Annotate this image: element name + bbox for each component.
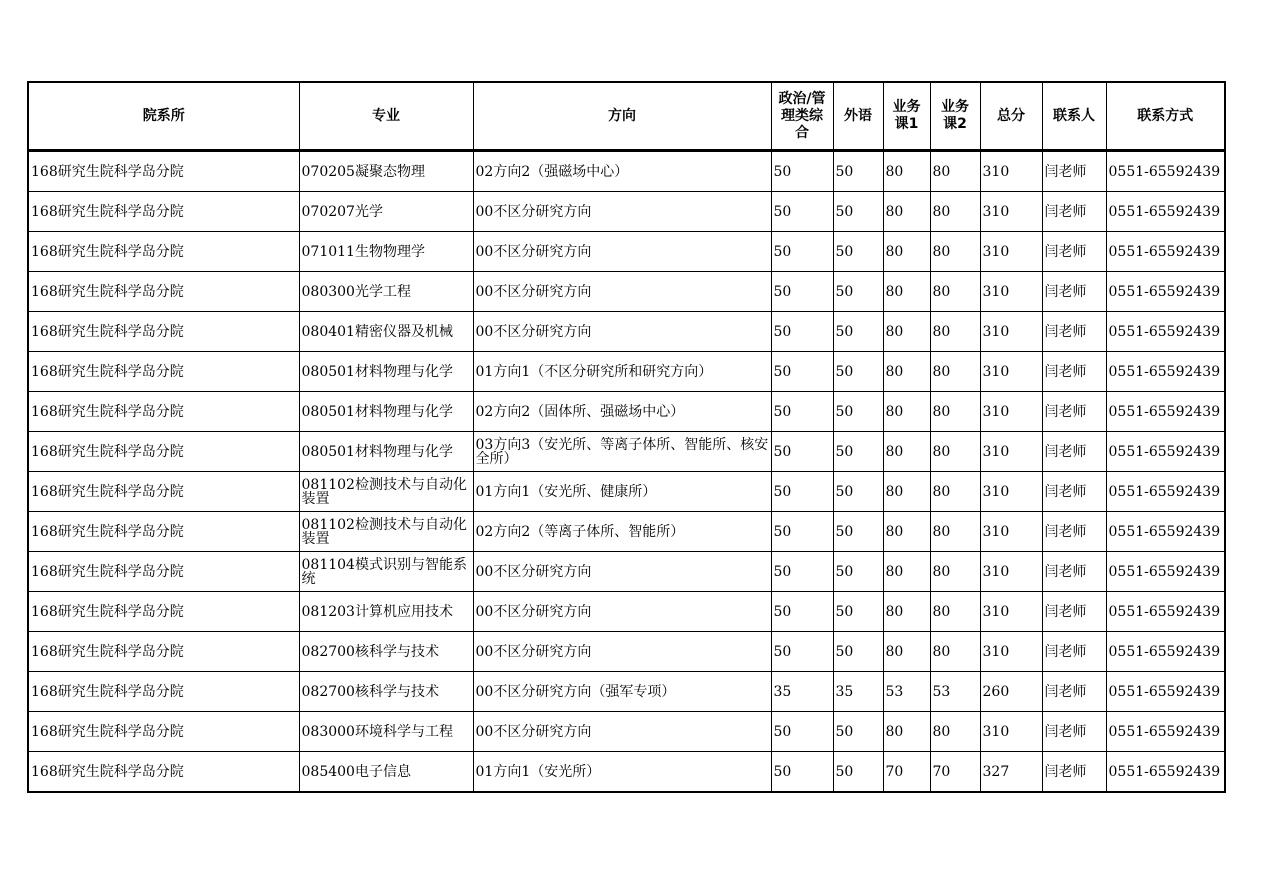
table-row [28,752,1225,793]
total-score-cell: 310 [980,432,1042,472]
politics-score-cell: 50 [771,472,833,512]
direction-cell: 01方向1（安光所） [473,752,771,793]
direction-cell: 00不区分研究方向 [473,312,771,352]
direction-cell: 00不区分研究方向 [473,712,771,752]
contact-person-cell: 闫老师 [1042,151,1106,192]
contact-person-cell: 闫老师 [1042,192,1106,232]
foreign-language-score-cell: 50 [833,232,883,272]
course2-score-cell: 80 [930,272,980,312]
foreign-language-score-cell: 50 [833,512,883,552]
header-politics: 政治/管理类综合 [771,82,833,151]
contact-person-cell: 闫老师 [1042,512,1106,552]
major-cell: 080501材料物理与化学 [299,432,473,472]
contact-info-cell: 0551-65592439 [1106,472,1225,512]
total-score-cell: 310 [980,151,1042,192]
total-score-cell: 310 [980,632,1042,672]
contact-person-cell: 闫老师 [1042,232,1106,272]
contact-person-cell: 闫老师 [1042,592,1106,632]
direction-cell: 00不区分研究方向 [473,552,771,592]
politics-score-cell: 50 [771,632,833,672]
contact-info-cell: 0551-65592439 [1106,632,1225,672]
contact-info-cell: 0551-65592439 [1106,151,1225,192]
course1-score-cell: 80 [883,712,930,752]
contact-person-cell: 闫老师 [1042,712,1106,752]
direction-cell: 02方向2（等离子体所、智能所） [473,512,771,552]
politics-score-cell: 50 [771,592,833,632]
foreign-language-score-cell: 50 [833,432,883,472]
foreign-language-score-cell: 50 [833,352,883,392]
table-row [28,512,1225,552]
contact-person-cell: 闫老师 [1042,312,1106,352]
contact-person-cell: 闫老师 [1042,272,1106,312]
course1-score-cell: 70 [883,752,930,793]
direction-cell: 01方向1（安光所、健康所） [473,472,771,512]
politics-score-cell: 50 [771,232,833,272]
header-course2: 业务课2 [930,82,980,151]
major-cell: 083000环境科学与工程 [299,712,473,752]
course1-score-cell: 53 [883,672,930,712]
contact-person-cell: 闫老师 [1042,392,1106,432]
course1-score-cell: 80 [883,272,930,312]
course1-score-cell: 80 [883,352,930,392]
table-row [28,392,1225,432]
department-cell: 168研究生院科学岛分院 [28,472,299,512]
course2-score-cell: 53 [930,672,980,712]
course1-score-cell: 80 [883,151,930,192]
politics-score-cell: 50 [771,272,833,312]
course2-score-cell: 70 [930,752,980,793]
contact-info-cell: 0551-65592439 [1106,272,1225,312]
contact-info-cell: 0551-65592439 [1106,312,1225,352]
table-row [28,352,1225,392]
politics-score-cell: 50 [771,352,833,392]
contact-info-cell: 0551-65592439 [1106,672,1225,712]
contact-person-cell: 闫老师 [1042,672,1106,712]
total-score-cell: 310 [980,192,1042,232]
major-cell: 082700核科学与技术 [299,672,473,712]
course1-score-cell: 80 [883,592,930,632]
table-row [28,151,1225,192]
contact-info-cell: 0551-65592439 [1106,352,1225,392]
department-cell: 168研究生院科学岛分院 [28,592,299,632]
foreign-language-score-cell: 50 [833,592,883,632]
contact-info-cell: 0551-65592439 [1106,712,1225,752]
foreign-language-score-cell: 50 [833,151,883,192]
course1-score-cell: 80 [883,232,930,272]
course1-score-cell: 80 [883,512,930,552]
total-score-cell: 310 [980,552,1042,592]
course2-score-cell: 80 [930,632,980,672]
politics-score-cell: 50 [771,512,833,552]
foreign-language-score-cell: 50 [833,712,883,752]
foreign-language-score-cell: 50 [833,472,883,512]
politics-score-cell: 50 [771,151,833,192]
department-cell: 168研究生院科学岛分院 [28,712,299,752]
department-cell: 168研究生院科学岛分院 [28,552,299,592]
table-row [28,192,1225,232]
table-row [28,432,1225,472]
total-score-cell: 310 [980,352,1042,392]
major-cell: 081203计算机应用技术 [299,592,473,632]
major-cell: 081102检测技术与自动化装置 [299,472,473,512]
course1-score-cell: 80 [883,632,930,672]
contact-person-cell: 闫老师 [1042,632,1106,672]
contact-info-cell: 0551-65592439 [1106,592,1225,632]
contact-person-cell: 闫老师 [1042,472,1106,512]
major-cell: 082700核科学与技术 [299,632,473,672]
table-row [28,472,1225,512]
major-cell: 070205凝聚态物理 [299,151,473,192]
course2-score-cell: 80 [930,232,980,272]
direction-cell: 00不区分研究方向 [473,272,771,312]
contact-info-cell: 0551-65592439 [1106,232,1225,272]
foreign-language-score-cell: 50 [833,272,883,312]
course2-score-cell: 80 [930,432,980,472]
table-row [28,312,1225,352]
foreign-language-score-cell: 50 [833,552,883,592]
politics-score-cell: 50 [771,392,833,432]
foreign-language-score-cell: 50 [833,392,883,432]
course1-score-cell: 80 [883,552,930,592]
politics-score-cell: 50 [771,752,833,793]
total-score-cell: 310 [980,232,1042,272]
department-cell: 168研究生院科学岛分院 [28,672,299,712]
major-cell: 080501材料物理与化学 [299,352,473,392]
contact-person-cell: 闫老师 [1042,752,1106,793]
contact-info-cell: 0551-65592439 [1106,192,1225,232]
foreign-language-score-cell: 35 [833,672,883,712]
department-cell: 168研究生院科学岛分院 [28,512,299,552]
politics-score-cell: 50 [771,712,833,752]
course2-score-cell: 80 [930,592,980,632]
course1-score-cell: 80 [883,472,930,512]
major-cell: 081102检测技术与自动化装置 [299,512,473,552]
total-score-cell: 310 [980,712,1042,752]
table-row [28,672,1225,712]
politics-score-cell: 50 [771,432,833,472]
course1-score-cell: 80 [883,192,930,232]
course2-score-cell: 80 [930,552,980,592]
course2-score-cell: 80 [930,151,980,192]
direction-cell: 03方向3（安光所、等离子体所、智能所、核安全所） [473,432,771,472]
department-cell: 168研究生院科学岛分院 [28,151,299,192]
header-total: 总分 [980,82,1042,151]
direction-cell: 02方向2（固体所、强磁场中心） [473,392,771,432]
department-cell: 168研究生院科学岛分院 [28,352,299,392]
department-cell: 168研究生院科学岛分院 [28,272,299,312]
course2-score-cell: 80 [930,352,980,392]
politics-score-cell: 50 [771,192,833,232]
course1-score-cell: 80 [883,312,930,352]
department-cell: 168研究生院科学岛分院 [28,632,299,672]
course2-score-cell: 80 [930,712,980,752]
direction-cell: 02方向2（强磁场中心） [473,151,771,192]
header-course1: 业务课1 [883,82,930,151]
politics-score-cell: 50 [771,552,833,592]
direction-cell: 00不区分研究方向（强军专项） [473,672,771,712]
major-cell: 080300光学工程 [299,272,473,312]
major-cell: 085400电子信息 [299,752,473,793]
header-direction: 方向 [473,82,771,151]
contact-person-cell: 闫老师 [1042,432,1106,472]
header-contact-person: 联系人 [1042,82,1106,151]
contact-person-cell: 闫老师 [1042,352,1106,392]
course2-score-cell: 80 [930,392,980,432]
header-major: 专业 [299,82,473,151]
major-cell: 071011生物物理学 [299,232,473,272]
direction-cell: 00不区分研究方向 [473,232,771,272]
course2-score-cell: 80 [930,472,980,512]
contact-info-cell: 0551-65592439 [1106,752,1225,793]
table-row [28,272,1225,312]
course2-score-cell: 80 [930,312,980,352]
header-row [28,82,1225,151]
major-cell: 081104模式识别与智能系统 [299,552,473,592]
total-score-cell: 310 [980,312,1042,352]
table-body [28,151,1225,793]
foreign-language-score-cell: 50 [833,312,883,352]
header-contact-info: 联系方式 [1106,82,1225,151]
contact-info-cell: 0551-65592439 [1106,552,1225,592]
course1-score-cell: 80 [883,432,930,472]
table-row [28,632,1225,672]
score-table [27,81,1226,793]
foreign-language-score-cell: 50 [833,632,883,672]
politics-score-cell: 50 [771,312,833,352]
direction-cell: 01方向1（不区分研究所和研究方向） [473,352,771,392]
department-cell: 168研究生院科学岛分院 [28,392,299,432]
total-score-cell: 310 [980,392,1042,432]
department-cell: 168研究生院科学岛分院 [28,312,299,352]
department-cell: 168研究生院科学岛分院 [28,192,299,232]
course2-score-cell: 80 [930,512,980,552]
major-cell: 080401精密仪器及机械 [299,312,473,352]
total-score-cell: 260 [980,672,1042,712]
total-score-cell: 310 [980,472,1042,512]
table-row [28,552,1225,592]
contact-info-cell: 0551-65592439 [1106,512,1225,552]
direction-cell: 00不区分研究方向 [473,192,771,232]
department-cell: 168研究生院科学岛分院 [28,232,299,272]
department-cell: 168研究生院科学岛分院 [28,432,299,472]
course2-score-cell: 80 [930,192,980,232]
contact-person-cell: 闫老师 [1042,552,1106,592]
header-department: 院系所 [28,82,299,151]
table-row [28,232,1225,272]
total-score-cell: 327 [980,752,1042,793]
department-cell: 168研究生院科学岛分院 [28,752,299,793]
total-score-cell: 310 [980,272,1042,312]
foreign-language-score-cell: 50 [833,752,883,793]
direction-cell: 00不区分研究方向 [473,592,771,632]
major-cell: 070207光学 [299,192,473,232]
table-row [28,592,1225,632]
contact-info-cell: 0551-65592439 [1106,432,1225,472]
contact-info-cell: 0551-65592439 [1106,392,1225,432]
header-foreign-language: 外语 [833,82,883,151]
total-score-cell: 310 [980,592,1042,632]
foreign-language-score-cell: 50 [833,192,883,232]
table-row [28,712,1225,752]
direction-cell: 00不区分研究方向 [473,632,771,672]
total-score-cell: 310 [980,512,1042,552]
course1-score-cell: 80 [883,392,930,432]
politics-score-cell: 35 [771,672,833,712]
major-cell: 080501材料物理与化学 [299,392,473,432]
